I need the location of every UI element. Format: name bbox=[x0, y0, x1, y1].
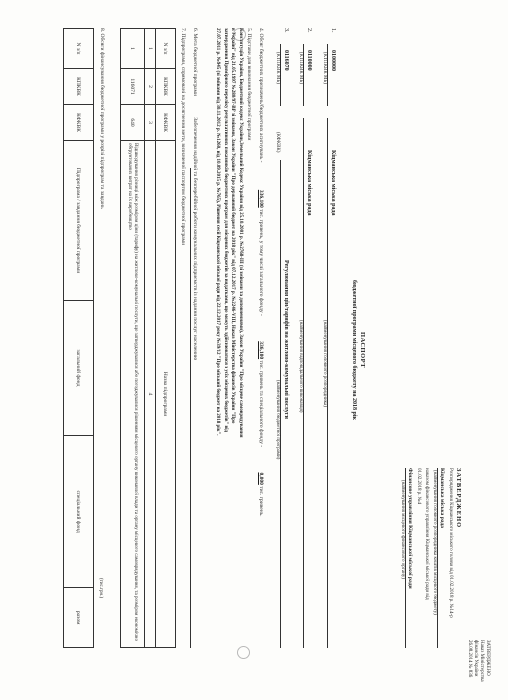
legal-basis-line: Конституція України, Бюджетний кодекс України,Земельний Кодекс України від 25.10.2001 р. №2768-ІІІ (зі змінами та доповненнями), Закон України "Про місцеве самоврядування bbox=[238, 28, 243, 438]
document-title: ПАСПОРТ bbox=[359, 331, 366, 369]
kpkvk-caption: (КТПКВК МБ) bbox=[275, 52, 280, 84]
stamp-line: фінансів України bbox=[473, 640, 478, 677]
budget-volume-suffix: тис. гривень. bbox=[258, 486, 264, 517]
index-cell: 2 bbox=[145, 69, 156, 105]
header-cell: разом bbox=[64, 588, 94, 648]
row-number: 1. bbox=[330, 28, 336, 33]
subprograms-label: 7. Підпрограми, спрямовані на досягнення мети, визначеної паспортом бюджетної програми bbox=[180, 28, 186, 246]
main-manager-caption: (найменування головного розпорядника) bbox=[322, 320, 327, 407]
legal-basis-line: затвердження Примірного переліку результативних показників бюджетних програм для місцевих бюджетів за видатками, що можуть здійснюватися з усіх місцевих бюджетів" від bbox=[223, 28, 228, 433]
legal-basis-line: в Україні" від 21.05.1997 №280/97-ВР зі змінами, Закон України "Про державний бюджет на 2018 рік" від 07.12.2017 р. №2246-VІІІ, Наказ Міністерства фінансів України "Про bbox=[230, 28, 236, 424]
header-cell: N з/п bbox=[64, 29, 94, 69]
budget-general-fund: 336,100 bbox=[258, 341, 264, 360]
kpkvk-caption: (КТПКВК МБ) bbox=[322, 52, 327, 84]
header-cell: КПКВК bbox=[64, 69, 94, 105]
table-header-row bbox=[156, 29, 176, 648]
table-header-row bbox=[64, 29, 94, 648]
kpkvk-caption: (КТПКВК МБ) bbox=[298, 52, 303, 84]
header-cell: КФКВК bbox=[156, 105, 176, 141]
approval-stamp bbox=[466, 640, 490, 682]
subprograms-table bbox=[120, 28, 176, 648]
budget-volume-mid2: тис. гривень та спеціального фонду - bbox=[258, 360, 264, 448]
index-cell: 3 bbox=[145, 105, 156, 141]
approval-finance-dept: Фінансове управління Кіцманської міської ради bbox=[407, 468, 413, 589]
program-goal bbox=[192, 28, 198, 360]
document-subtitle: бюджетної програми місцевого бюджету на 2018 рік bbox=[351, 280, 357, 420]
budget-volume-line bbox=[258, 28, 264, 517]
header-cell: Назва підпрограми bbox=[156, 141, 176, 648]
table-index-row bbox=[145, 29, 156, 648]
program-goal-label: 6. Мета бюджетної програми bbox=[192, 28, 198, 96]
stamp-line: Наказ Міністерства bbox=[479, 640, 484, 682]
header-cell: N з/п bbox=[156, 29, 176, 69]
main-manager-name: Кіцманська міська рада bbox=[330, 150, 336, 216]
legal-basis-line: 27.07.2011 р. №945 (зі змінами від 30.11.2012 р. №1260, від 10.09.2015 р. №765), Рішення сесії Кіцманської міської ради від 22.12.2017 року №39/12 "Про міський бюджет на 2018 рік". bbox=[215, 28, 221, 436]
row-number: 3. bbox=[283, 28, 289, 33]
kpkvk-cell: 116071 bbox=[121, 69, 145, 105]
budget-special-fund: 0,000 bbox=[258, 472, 264, 485]
approval-order-line2: наказом фінансового управління Кіцманської міської ради від bbox=[424, 468, 429, 600]
header-cell: КФКВК bbox=[64, 105, 94, 141]
approval-finance-caption: (найменування місцевого фінансового органу) bbox=[400, 480, 405, 579]
legal-basis-heading: 5. Підстави для виконання бюджетної програми bbox=[246, 28, 252, 141]
header-cell: загальний фонд bbox=[64, 301, 94, 436]
approval-heading: ЗАТВЕРДЖЕНО bbox=[455, 468, 462, 529]
executor-name: Кіцманська міська рада bbox=[306, 150, 312, 216]
header-cell: Підпрограма / завдання бюджетної програми bbox=[64, 141, 94, 301]
stamp-line: ЗАТВЕРДЖЕНО bbox=[485, 640, 490, 676]
approval-date-number: 01.02.2018 р. №4 bbox=[416, 468, 421, 505]
kpkvk-code: 0110000 bbox=[306, 50, 312, 71]
financing-table bbox=[63, 28, 94, 648]
budget-total: 336,100 bbox=[258, 189, 264, 208]
financing-label: 8. Обсяги фінансування бюджетної програми у розрізі підпрограм та завдань bbox=[99, 28, 105, 209]
program-name: Регулювання цін/тарифів на житлово-комунальні послуги bbox=[283, 260, 289, 419]
row-num-cell: 1 bbox=[121, 29, 145, 69]
header-cell: спеціальний фонд bbox=[64, 435, 94, 587]
kfkvk-cell: 640 bbox=[121, 105, 145, 141]
approval-order-line: Розпорядження Кіцманського міського голови від 01.02.2018 р. №14-р bbox=[448, 468, 453, 618]
kfkvk-caption: (КФКВК) bbox=[275, 132, 280, 153]
row-number: 2. bbox=[306, 28, 312, 33]
stamp-line: 26.08.2014 № 836 bbox=[467, 640, 472, 678]
budget-volume-mid: тис. гривень, у тому числі загального фонду - bbox=[258, 209, 264, 316]
index-cell: 4 bbox=[145, 141, 156, 648]
program-goal-text: Забезпечення надійної та безперебійної роботи комунальних підприємств із надання послуг населенню bbox=[192, 117, 198, 361]
index-cell: 1 bbox=[145, 29, 156, 69]
approval-authority: Кіцманська міська рада bbox=[439, 468, 445, 529]
table-row bbox=[121, 29, 145, 648]
financing-unit: (тис.грн.) bbox=[98, 578, 103, 599]
approval-authority-caption: (найменування головного розпорядника коштів місцевого бюджету) bbox=[432, 470, 437, 615]
kpkvk-code: 0116070 bbox=[283, 50, 289, 71]
header-cell: КПКВК bbox=[156, 69, 176, 105]
subprogram-name-cell: Відшкодування різниці між розміром ціни (тарифу) на житлово-комунальні послуги, що затверджувалися або погоджувалися рішенням місцевого органу виконавчої влади та органу місцевого самоврядування, та розміром економічно обґрунтованих витрат на їх виробництво bbox=[121, 141, 145, 648]
kpkvk-code: 0100000 bbox=[330, 50, 336, 71]
legal-basis-text bbox=[214, 28, 244, 438]
executor-caption: (найменування відповідального виконавця) bbox=[298, 320, 303, 413]
program-name-caption: (найменування бюджетної програми) bbox=[275, 380, 280, 460]
budget-volume-prefix: 4. Обсяг бюджетних призначень/бюджетних асигнувань - bbox=[258, 28, 264, 163]
